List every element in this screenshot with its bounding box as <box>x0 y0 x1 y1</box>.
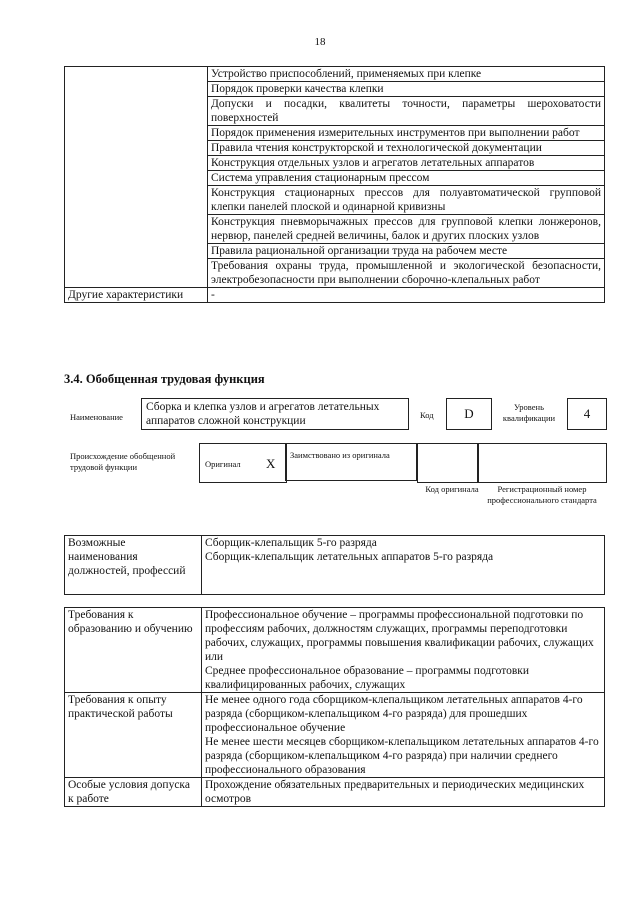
function-code-field: D <box>446 398 492 430</box>
requirement-line: Среднее профессиональное образование – программы подготовки квалифицированных рабочих, служащих <box>205 665 530 691</box>
requirement-line: Прохождение обязательных предварительных и периодических медицинских осмотров <box>205 779 585 805</box>
origin-label: Происхождение обобщенной трудовой функции <box>70 451 176 472</box>
original-code-caption: Код оригинала <box>425 484 479 494</box>
knowledge-item: Устройство приспособлений, применяемых при клепке <box>208 67 605 82</box>
knowledge-label-cell <box>65 67 208 288</box>
table-row <box>65 778 605 807</box>
original-box <box>199 443 287 483</box>
table-row <box>65 288 605 303</box>
knowledge-item: Конструкция пневморычажных прессов для групповой клепки лонжеронов, нервюр, панелей средней величины, балок и других плоских узлов <box>208 215 605 244</box>
other-characteristics-label: Другие характеристики <box>65 288 208 303</box>
requirements-table <box>64 607 605 807</box>
knowledge-item: Конструкция стационарных прессов для полуавтоматической групповой клепки панелей плоской и одинарной кривизны <box>208 186 605 215</box>
name-label: Наименование <box>70 412 123 422</box>
knowledge-item: Правила рациональной организации труда на рабочем месте <box>208 244 605 259</box>
positions-table <box>64 535 605 595</box>
level-label: Уровень квалификации <box>502 402 556 423</box>
requirement-line: Не менее одного года сборщиком-клепальщиком летательных аппаратов 4-го разряда (сборщиком-клепальщиком 4-го разряда) для прошедших профессиональное обучение <box>205 694 583 734</box>
other-characteristics-value: - <box>208 288 605 303</box>
knowledge-item: Система управления стационарным прессом <box>208 171 605 186</box>
original-mark: X <box>266 456 276 471</box>
registration-number-field <box>477 443 607 483</box>
page-number: 18 <box>314 36 326 48</box>
registration-caption: Регистрационный номер профессионального стандарта <box>487 484 597 505</box>
original-code-field <box>417 443 479 483</box>
knowledge-item: Порядок проверки качества клепки <box>208 82 605 97</box>
requirement-line: Профессиональное обучение – программы профессиональной подготовки по профессиям рабочих, должностям служащих, программы переподготовки рабочих, служащих, программы повышения квалификации рабочих, служащих <box>205 609 594 649</box>
function-name-field: Сборка и клепка узлов и агрегатов летательных аппаратов сложной конструкции <box>141 398 409 430</box>
positions-label: Возможные наименования должностей, профессий <box>65 536 202 595</box>
knowledge-item: Допуски и посадки, квалитеты точности, параметры шероховатости поверхностей <box>208 97 605 126</box>
requirement-line: или <box>205 651 224 663</box>
section-title: 3.4. Обобщенная трудовая функция <box>64 372 265 386</box>
education-values <box>202 608 605 693</box>
requirement-line: Не менее шести месяцев сборщиком-клепальщиком летательных аппаратов 4-го разряда (сборщиком-клепальщиком 4-го разряда) при наличии среднего профессионального образования <box>205 736 599 776</box>
table-row <box>65 608 605 693</box>
special-conditions-label: Особые условия допуска к работе <box>65 778 202 807</box>
table-row <box>65 67 605 82</box>
original-label: Оригинал <box>205 459 241 469</box>
experience-values <box>202 693 605 778</box>
knowledge-table <box>64 66 605 303</box>
positions-values <box>202 536 605 595</box>
knowledge-item: Правила чтения конструкторской и технологической документации <box>208 141 605 156</box>
experience-label: Требования к опыту практической работы <box>65 693 202 778</box>
knowledge-item: Конструкция отдельных узлов и агрегатов летательных аппаратов <box>208 156 605 171</box>
level-field: 4 <box>567 398 607 430</box>
education-label: Требования к образованию и обучению <box>65 608 202 693</box>
position-item: Сборщик-клепальщик 5-го разряда <box>205 537 377 549</box>
table-row <box>65 693 605 778</box>
knowledge-item: Требования охраны труда, промышленной и экологической безопасности, электробезопасности при выполнении сборочно-клепальных работ <box>208 259 605 288</box>
knowledge-item: Порядок применения измерительных инструментов при выполнении работ <box>208 126 605 141</box>
code-label: Код <box>420 410 434 420</box>
special-conditions-values <box>202 778 605 807</box>
borrowed-box: Заимствовано из оригинала <box>285 443 417 481</box>
table-row <box>65 536 605 595</box>
position-item: Сборщик-клепальщик летательных аппаратов 5-го разряда <box>205 551 494 563</box>
